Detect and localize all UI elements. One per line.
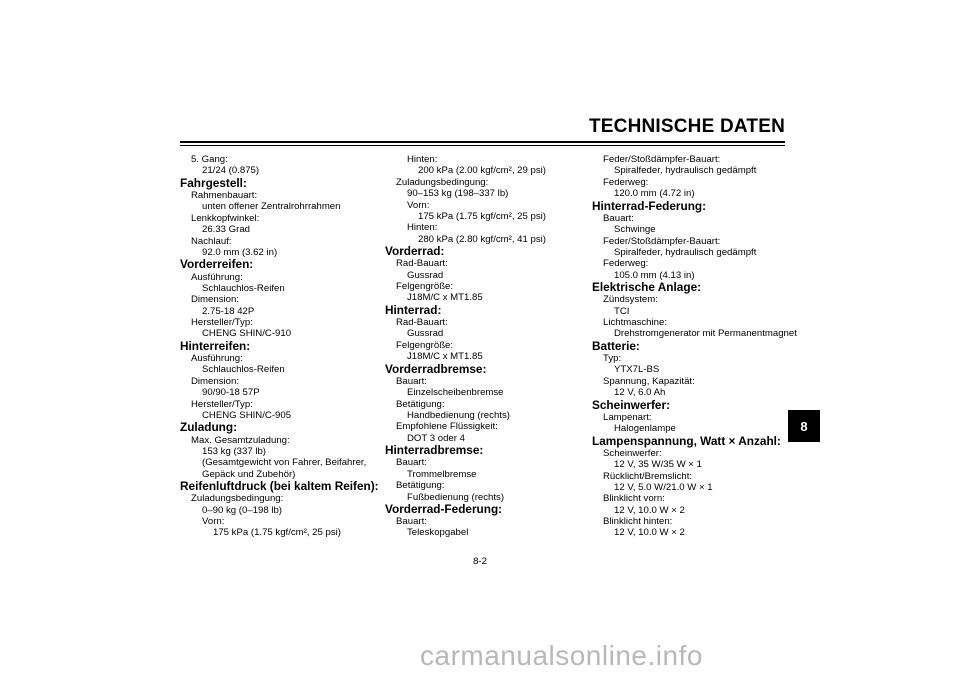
spec-label: Feder/Stoßdämpfer-Bauart: (603, 235, 721, 247)
spec-value: 2.75-18 42P (202, 305, 255, 317)
spec-value: Trommelbremse (407, 468, 477, 480)
spec-label: Ausführung: (191, 271, 243, 283)
spec-label: Bauart: (396, 457, 427, 469)
spec-label: Dimension: (191, 375, 239, 387)
spec-label: Lichtmaschine: (603, 317, 667, 329)
spec-value: Handbedienung (rechts) (407, 409, 510, 421)
spec-label: Feder/Stoßdämpfer-Bauart: (603, 154, 721, 165)
spec-label: Dimension: (191, 294, 239, 306)
spec-label: Federweg: (603, 176, 649, 188)
spec-label: Betätigung: (396, 480, 445, 492)
spec-value: 12 V, 6.0 Ah (614, 387, 666, 399)
spec-label: Zuladungsbedingung: (396, 176, 489, 188)
spec-value: 12 V, 10.0 W × 2 (614, 527, 685, 539)
page-title: TECHNISCHE DATEN (588, 116, 785, 137)
spec-label: Bauart: (396, 516, 427, 528)
watermark: carmanualsonline.info (420, 640, 703, 671)
section-heading: Zuladung: (180, 420, 238, 435)
spec-label: 5. Gang: (191, 154, 228, 165)
spec-column-2 (385, 154, 585, 539)
spec-label: Rad-Bauart: (396, 258, 448, 270)
spec-label: Bauart: (603, 212, 634, 224)
section-heading: Vorderrad-Federung: (385, 501, 503, 516)
spec-label: Hersteller/Typ: (191, 317, 253, 329)
spec-value: Hinten: (407, 154, 438, 165)
spec-label: Felgengröße: (396, 281, 454, 293)
section-heading: Elektrische Anlage: (592, 280, 702, 295)
spec-label: Zündsystem: (603, 294, 658, 306)
spec-value: unten offener Zentralrohrrahmen (202, 201, 341, 213)
spec-value: 105.0 mm (4.13 in) (614, 269, 695, 281)
spec-value: Halogenlampe (614, 423, 676, 435)
spec-value: 280 kPa (2.80 kgf/cm², 41 psi) (418, 233, 546, 245)
spec-label: Scheinwerfer: (603, 447, 662, 459)
spec-value: Schwinge (614, 224, 656, 236)
section-heading: Hinterrad-Federung: (592, 198, 707, 213)
spec-label: Max. Gesamtzuladung: (191, 434, 290, 446)
spec-value: Gussrad (407, 269, 444, 281)
spec-label: Ausführung: (191, 353, 243, 365)
spec-value: Spiralfeder, hydraulisch gedämpft (614, 246, 757, 258)
spec-value: 0–90 kg (0–198 lb) (202, 504, 283, 516)
section-heading: Hinterreifen: (180, 338, 251, 353)
spec-value: 90–153 kg (198–337 lb) (407, 188, 509, 200)
spec-label: Lampenart: (603, 411, 652, 423)
section-heading: Vorderradbremse: (385, 361, 487, 376)
section-heading: Lampenspannung, Watt × Anzahl: (592, 433, 781, 448)
section-heading: Vorderrad: (385, 244, 445, 259)
spec-value: Vorn: (202, 516, 225, 528)
spec-label: Zuladungsbedingung: (191, 493, 284, 505)
spec-value: CHENG SHIN/C-910 (202, 328, 292, 340)
spec-value: Fußbedienung (rechts) (407, 491, 505, 503)
header-rule-thin (180, 145, 785, 146)
spec-value: Schlauchlos-Reifen (202, 282, 285, 294)
spec-value: Drehstromgenerator mit Permanentmagnet (614, 328, 797, 340)
spec-value: 12 V, 10.0 W × 2 (614, 504, 685, 516)
spec-value: Spiralfeder, hydraulisch gedämpft (614, 165, 757, 177)
spec-value: Einzelscheibenbremse (407, 387, 504, 399)
page-number: 8-2 (473, 556, 487, 567)
spec-label: Rad-Bauart: (396, 317, 448, 329)
spec-value: 26.33 Grad (202, 224, 251, 236)
spec-value: 120.0 mm (4.72 in) (614, 188, 695, 200)
spec-value: 175 kPa (1.75 kgf/cm², 25 psi) (418, 210, 546, 222)
spec-label: Bauart: (396, 375, 427, 387)
spec-label: Blinklicht vorn: (603, 493, 665, 505)
spec-label: Rücklicht/Bremslicht: (603, 470, 693, 482)
spec-value: J18M/C x MT1.85 (407, 351, 483, 363)
section-heading: Hinterradbremse: (385, 443, 484, 458)
spec-value: Vorn: (407, 199, 430, 211)
section-heading: Scheinwerfer: (592, 397, 671, 412)
spec-value: 21/24 (0.875) (202, 165, 260, 177)
spec-value: CHENG SHIN/C-905 (202, 409, 292, 421)
chapter-tab: 8 (788, 410, 820, 442)
section-heading: Reifenluftdruck (bei kaltem Reifen): (180, 479, 379, 494)
spec-value: 175 kPa (1.75 kgf/cm², 25 psi) (213, 527, 341, 539)
spec-value: TCI (614, 305, 630, 317)
spec-value: 200 kPa (2.00 kgf/cm², 29 psi) (418, 165, 546, 177)
section-heading: Hinterrad: (385, 302, 442, 317)
spec-value: YTX7L-BS (614, 364, 660, 376)
spec-label: Blinklicht hinten: (603, 516, 673, 528)
spec-label: Felgengröße: (396, 339, 454, 351)
spec-label: Rahmenbauart: (191, 189, 258, 201)
spec-label: Typ: (603, 353, 622, 365)
spec-value: 12 V, 35 W/35 W × 1 (614, 459, 702, 471)
spec-label: Empfohlene Flüssigkeit: (396, 421, 498, 433)
spec-label: Betätigung: (396, 398, 445, 410)
spec-label: Hersteller/Typ: (191, 398, 253, 410)
spec-value: DOT 3 oder 4 (407, 432, 465, 444)
header-rule-thick (180, 141, 785, 143)
spec-value: Hinten: (407, 222, 438, 234)
spec-label: Spannung, Kapazität: (603, 375, 695, 387)
spec-label: Federweg: (603, 258, 649, 270)
spec-label: Lenkkopfwinkel: (191, 212, 260, 224)
spec-value: Gepäck und Zubehör) (202, 468, 296, 480)
spec-column-1 (180, 154, 380, 539)
spec-label: Nachlauf: (191, 235, 232, 247)
spec-value: 90/90-18 57P (202, 387, 260, 399)
section-heading: Batterie: (592, 338, 640, 353)
spec-value: J18M/C x MT1.85 (407, 292, 483, 304)
spec-value: Gussrad (407, 328, 444, 340)
spec-column-3 (592, 154, 797, 539)
spec-value: Teleskopgabel (407, 527, 469, 539)
spec-value: 153 kg (337 lb) (202, 445, 266, 457)
spec-value: 92.0 mm (3.62 in) (202, 246, 278, 258)
spec-value: Schlauchlos-Reifen (202, 364, 285, 376)
spec-value: (Gesamtgewicht von Fahrer, Beifahrer, (202, 457, 367, 469)
section-heading: Vorderreifen: (180, 257, 254, 272)
spec-value: 12 V, 5.0 W/21.0 W × 1 (614, 481, 713, 493)
section-heading: Fahrgestell: (180, 175, 247, 190)
